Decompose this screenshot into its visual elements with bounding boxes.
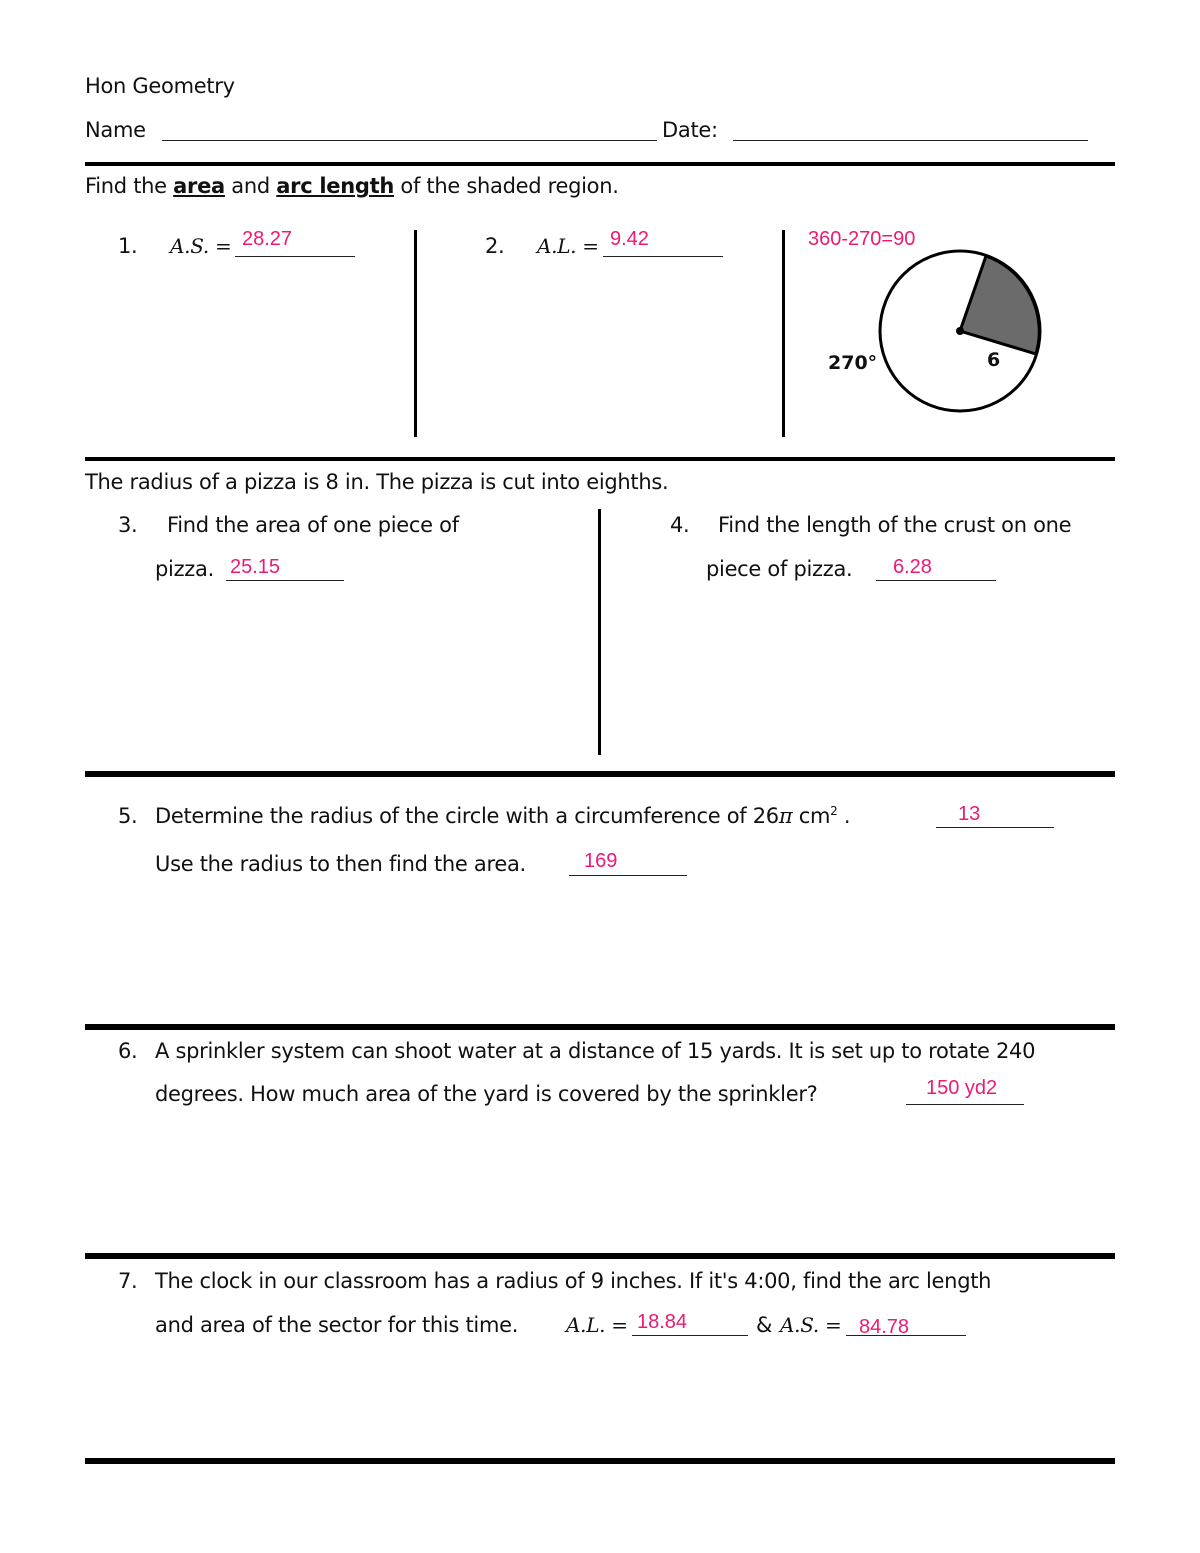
q7-as-answer: 84.78 <box>859 1316 910 1338</box>
q5-text-main: Determine the radius of the circle with a circumference of 26 <box>155 804 779 828</box>
q3-number: 3. <box>118 513 138 537</box>
divider <box>85 1458 1115 1464</box>
instructions-arc-length: arc length <box>276 174 394 198</box>
q4-text-cont: piece of pizza. <box>706 557 853 581</box>
q5-radius-answer-field[interactable] <box>936 807 1054 828</box>
q2-number: 2. <box>485 234 505 258</box>
q1-label: A.S. = <box>170 234 232 258</box>
q5-text <box>155 804 850 828</box>
q5-radius-answer: 13 <box>958 803 981 825</box>
instructions-text: and <box>231 174 270 198</box>
unit-exponent: 2 <box>830 804 838 818</box>
q6-number: 6. <box>118 1039 138 1063</box>
q6-text-cont: degrees. How much area of the yard is covered by the sprinkler? <box>155 1082 818 1106</box>
divider <box>85 162 1115 166</box>
name-field[interactable] <box>162 118 657 141</box>
column-divider <box>782 230 785 437</box>
column-divider <box>598 509 601 755</box>
center-point <box>956 327 964 335</box>
q2-answer: 9.42 <box>610 228 649 250</box>
instructions-text: of the shaded region. <box>400 174 619 198</box>
instructions-text: Find the <box>85 174 167 198</box>
q1-number: 1. <box>118 234 138 258</box>
q5-area-answer: 169 <box>584 850 618 872</box>
q2-label: A.L. = <box>537 234 599 258</box>
radius-label: 6 <box>987 349 1001 371</box>
date-field[interactable] <box>733 118 1088 141</box>
q5-text-cont: Use the radius to then find the area. <box>155 852 526 876</box>
unit: cm <box>798 804 831 828</box>
q3-text: Find the area of one piece of <box>167 513 459 537</box>
name-label: Name <box>85 118 146 142</box>
divider <box>85 1253 1115 1259</box>
q7-text: The clock in our classroom has a radius of 9 inches. If it's 4:00, find the arc length <box>155 1269 992 1293</box>
q7-number: 7. <box>118 1269 138 1293</box>
q4-number: 4. <box>670 513 690 537</box>
pi-symbol: π <box>778 804 793 828</box>
q5-number: 5. <box>118 804 138 828</box>
work-note: 360-270=90 <box>808 228 916 250</box>
q6-answer: 150 yd2 <box>926 1077 998 1099</box>
q7-text-cont: and area of the sector for this time. <box>155 1313 519 1337</box>
angle-label: 270° <box>828 352 878 374</box>
period: . <box>843 804 851 828</box>
divider <box>85 457 1115 461</box>
q7-al-label: A.L. = <box>566 1313 628 1337</box>
instructions <box>85 174 619 198</box>
course-title: Hon Geometry <box>85 74 235 98</box>
ampersand: & <box>756 1313 773 1337</box>
circle-sector-diagram <box>870 240 1050 420</box>
q4-answer: 6.28 <box>893 556 932 578</box>
divider <box>85 771 1115 777</box>
q6-text: A sprinkler system can shoot water at a distance of 15 yards. It is set up to rotate 240 <box>155 1039 1036 1063</box>
instructions-area: area <box>173 174 225 198</box>
q4-text: Find the length of the crust on one <box>718 513 1072 537</box>
q7-al-answer: 18.84 <box>637 1311 688 1333</box>
pizza-intro: The radius of a pizza is 8 in. The pizza is cut into eighths. <box>85 470 669 494</box>
q3-answer: 25.15 <box>230 556 281 578</box>
q7-as-label: A.S. = <box>780 1313 842 1337</box>
divider <box>85 1024 1115 1030</box>
q1-answer: 28.27 <box>242 228 293 250</box>
q3-text-cont: pizza. <box>155 557 214 581</box>
column-divider <box>414 230 417 437</box>
date-label: Date: <box>662 118 718 142</box>
